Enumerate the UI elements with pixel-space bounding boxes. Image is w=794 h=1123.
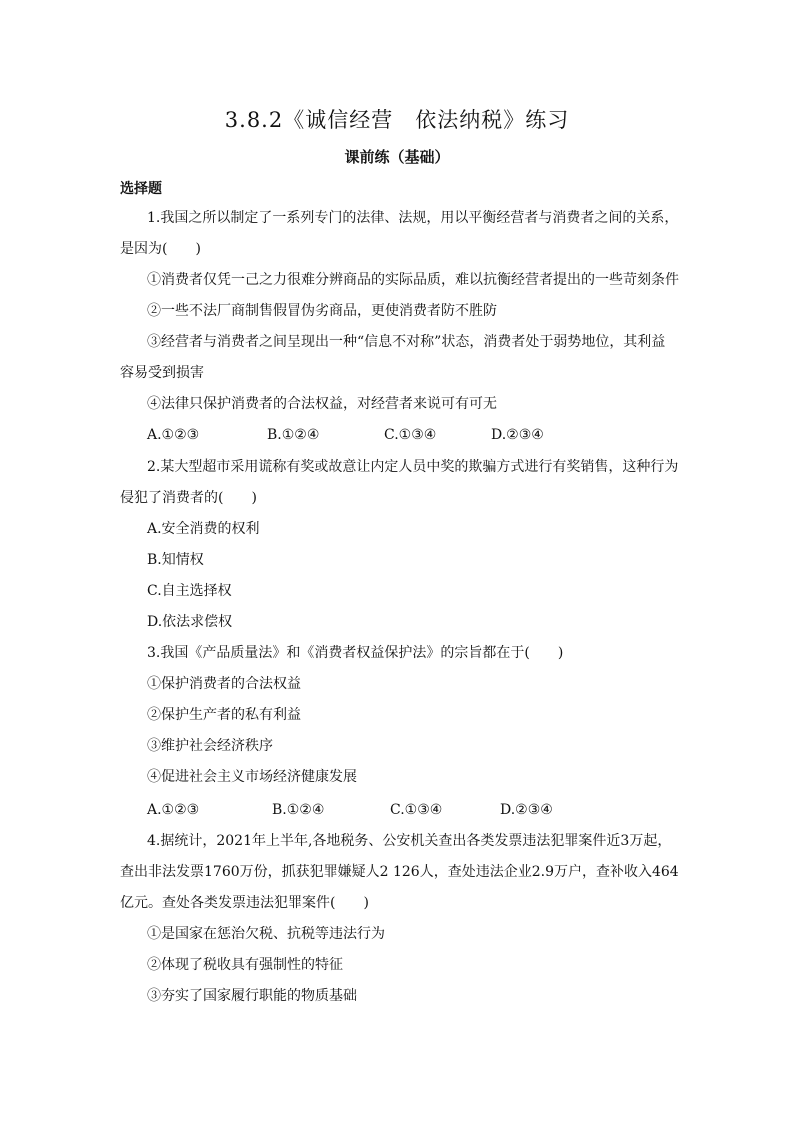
q4-statement-3: ③夯实了国家履行职能的物质基础 (147, 988, 357, 1004)
q3-stem: 3.我国《产品质量法》和《消费者权益保护法》的宗旨都在于( ) (147, 645, 564, 661)
q4-statement-1: ①是国家在惩治欠税、抗税等违法行为 (147, 926, 385, 942)
q4-stem-line2: 查出非法发票1760万份，抓获犯罪嫌疑人2 126人，查处违法企业2.9万户，查补收入464 (120, 864, 679, 880)
q1-option-a: A.①②③ (147, 427, 200, 443)
q2-option-d: D.依法求偿权 (147, 614, 233, 630)
q1-option-d: D.②③④ (491, 427, 544, 443)
q3-statement-1: ①保护消费者的合法权益 (147, 676, 301, 692)
q1-option-c: C.①③④ (384, 427, 437, 443)
q1-statement-1: ①消费者仅凭一己之力很难分辨商品的实际品质，难以抗衡经营者提出的一些苛刻条件 (147, 272, 679, 288)
q1-stem-line2: 是因为( ) (120, 241, 201, 257)
q2-stem-line2: 侵犯了消费者的( ) (120, 490, 257, 506)
q4-stem-line1: 4.据统计，2021年上半年,各地税务、公安机关查出各类发票违法犯罪案件近3万起， (147, 833, 672, 849)
q4-stem-line3: 亿元。查处各类发票违法犯罪案件( ) (120, 895, 369, 911)
q1-statement-3a: ③经营者与消费者之间呈现出一种“信息不对称”状态，消费者处于弱势地位，其利益 (147, 334, 666, 350)
page-title: 3.8.2《诚信经营 依法纳税》练习 (224, 108, 570, 132)
q3-option-b: B.①②④ (272, 802, 325, 818)
q3-statement-2: ②保护生产者的私有利益 (147, 707, 301, 723)
q3-statement-4: ④促进社会主义市场经济健康发展 (147, 769, 357, 785)
q2-option-b: B.知情权 (147, 552, 204, 568)
q1-stem-line1: 1.我国之所以制定了一系列专门的法律、法规，用以平衡经营者与消费者之间的关系， (147, 210, 679, 226)
q1-statement-4: ④法律只保护消费者的合法权益，对经营者来说可有可无 (147, 396, 497, 412)
q3-option-a: A.①②③ (147, 802, 200, 818)
q2-option-a: A.安全消费的权利 (147, 521, 260, 537)
section-heading: 选择题 (120, 181, 162, 197)
q1-statement-3b: 容易受到损害 (120, 365, 204, 381)
q3-option-c: C.①③④ (390, 802, 443, 818)
q2-option-c: C.自主选择权 (147, 583, 232, 599)
q3-statement-3: ③维护社会经济秩序 (147, 738, 273, 754)
q4-statement-2: ②体现了税收具有强制性的特征 (147, 957, 343, 973)
q1-statement-2: ②一些不法厂商制售假冒伪劣商品，更使消费者防不胜防 (147, 303, 497, 319)
page-subtitle: 课前练（基础） (344, 148, 450, 166)
q3-option-d: D.②③④ (500, 802, 553, 818)
q2-stem-line1: 2.某大型超市采用谎称有奖或故意让内定人员中奖的欺骗方式进行有奖销售，这种行为 (147, 459, 679, 475)
q1-option-b: B.①②④ (267, 427, 320, 443)
